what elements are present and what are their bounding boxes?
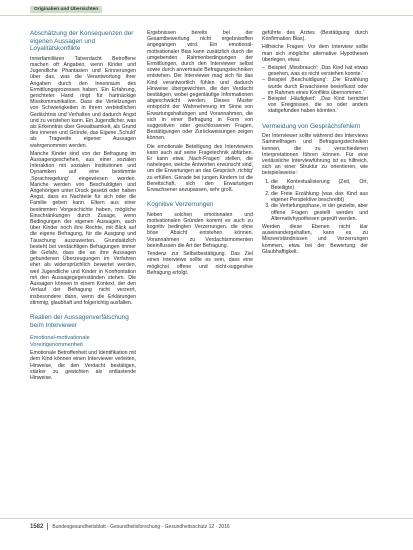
section-heading-cognitive: Kognitive Verzerrungen <box>147 201 214 209</box>
paragraph: Der Interviewer sollte während des Interviews Sammelfragen und Befragungstechniken kennen, die zu verschiedenen Interpretationen führen können. Für eine verlässliche Interviewführung ist es hilfreich, sich an einer Struktur zu orientieren, wie beispielsweise: <box>262 133 368 177</box>
section-heading-consequences: Abschätzung der Konsequenzen der eigenen Aussagen und Loyalitätskonflikte <box>30 30 134 53</box>
list-item: 2. die Freie Erzählung (was das Kind aus eigener Perspektive beschreibt) <box>271 191 368 203</box>
page-footer <box>30 523 230 530</box>
paragraph: Manche Kinder sind von der Befragung im Aussagengeschehen, aus einer sozialen Interaktion mit sozialen Institutionen und Dynamiken auf eine bestimmte ‚Sprachregelung' eingewiesen worden. Manche werden von Beschuldigten und Angehörigen unter Druck gesetzt oder haben Angst, dass es Nachteile für sich oder die Familie geben kann. Eltern aus einer bestimmten Vorgeschichte haben, mögliche Einschränkungen durch Zusage, wenn Bedingungen der eigenen Aussagen, auch über Kinder noch ihre Rechte, mit Blick auf die eigene Befragung, für die Ausgang und Täuschung auszuwerten. Grundsätzlich besteht bei verdächtigen Befragungen immer die Gefahr, dass die an ihre Aussagen gebundenen Überzeugungen im Verfahren eher als widersprüchlich bewertet werden, weil Jugendliche und Kinder in Konfrontation mit den Aussagegegenständen stehen. Die Aussagen können in einem Kontext, der den Verlauf der Befragung nicht verzerrt, insbesondere dann, wenn die Erklärungen stimmig, glaubhaft und folgerichtig ausfallen. <box>30 150 136 306</box>
footer-divider <box>47 523 48 530</box>
header-rule <box>0 15 413 16</box>
list-item: – Beispiel ‚Beschuldigung': ‚Die Erzählung wurde durch Erwachsene beeinflusst oder im Rahmen eines Konflikts übernommen.' <box>268 77 368 96</box>
column-left <box>30 30 136 383</box>
list-item: 1. die Kontextualisierung (Zeit, Ort, Beteiligte) <box>271 179 368 191</box>
structure-list <box>262 179 368 222</box>
paragraph: Hilfreiche Fragen: Vor dem Interview sollte man sich mögliche alternative Hypothesen überlegen, etwa: <box>262 44 368 63</box>
list-item: – Beispiel ‚Missbrauch': ‚Das Kind hat etwas gesehen, was es nicht verstehen konnte.' <box>268 65 368 77</box>
column-middle <box>147 30 253 278</box>
list-item: 3. die Vertiefungsphase, in der gezielte, aber offene Fragen gestellt werden und Alternativhypothesen geprüft werden. <box>271 203 368 222</box>
section-heading-interviewer: Realien der Aussagenverfälschung beim Interviewer <box>30 313 129 329</box>
paragraph: Die emotionale Beteiligung des Interviewers kann auch auf seine Fragetechnik abfärben. Er kann etwa ‚Nach-Fragen' stellen, die nahelegen, welche Antworten erwünscht sind, um die Erwartungen an das Gespräch ‚richtig' zu erfüllen. Gerade bei jungen Kindern ist die Bereitschaft, sich den Erwartungen Erwachsener anzupassen, sehr groß. <box>147 143 253 194</box>
paragraph: Emotionale Betroffenheit und Identifikation mit dem Kind können einen Interviewer verleiten, Hinweise, die den Verdacht bestätigen, stärker zu gewichten als entlastende Hinweise. <box>30 350 136 382</box>
paragraph: Innerfamiliären Tatverdacht Betroffene machen oft Angaben, wenn Kinder und Jugendliche Phantasien und Erinnerungen über das, was die Verantwortung ihrer Angaben durch den Innenraum des Ermittlungsprozesses haben. Ein Erfahrung, gerichteter Hand ringt für hartnäckige Misskommunikation. Dass die Verletzungen von Schwierigkeiten in ihrem verbindlichen Gedächtnis und Verhalten und dadurch Angst und zu verstehen kann. Ein Jugendlicher, was als Erkenntnis über Gewaltsamkeit, als Grund des inneren und Gründe, das Eigene ‚Schuld' als Tragweite eigener Aussagen wahrgenommen werden. <box>30 55 136 149</box>
footer-rule <box>0 518 413 519</box>
list-item: – Beispiel ‚Häufigkeit': ‚Das Kind berichtet von Ereignissen, die so oder anders stattgefunden haben könnten.' <box>268 96 368 115</box>
page-number: 1582 <box>30 523 44 530</box>
column-right <box>262 30 368 257</box>
paragraph: Ergebnissen bereits bei der Gesamtbewertung nicht ergebnisoffen angegangen wird. Ein emotional-motivationaler Bias kann zusätzlich durch die umgebenden Rahmenbedingungen der Ermittlungen, durch den Interviewer selbst sowie durch anvertraute Befragungstechniken entstehen. Der Interviewer mag sich für das Kind verantwortlich fühlen und dadurch Hinweise übergewichten, die den Verdacht bestätigen, wobei gegenläufige Informationen abgeschwächt werden. Dieses Muster entspricht der Wahrnehmung im Sinne von Erwartungshaltungen und Vorannahmen, die sich in einer Befragung in Form von suggestiven oder geschlossenen Fragen, Bestätigungen oder Zurückweisungen zeigen können. <box>147 30 253 142</box>
paragraph: Neben solchen emotionalen und motivationalen Gründen kommt es auch zu kognitiv bedingten Verzerrungen, die ohne böse Absicht entstehen können. Vorannahmen zu Verdachtsmomenten beeinflussen die Art der Befragung. <box>147 211 253 249</box>
section-tab: Originalien und Übersichten <box>30 6 102 13</box>
subheading-emotional: Emotional-motivationale Voreingenommenheit <box>30 335 90 348</box>
section-heading-avoidance: Vermeidung von Gesprächsfehlern <box>262 122 361 130</box>
hypothesis-list <box>262 65 368 115</box>
paragraph: geführte des Arztes (Bestätigung durch Konfirmation Bias). <box>262 30 368 43</box>
paragraph: Werden diese Ebenen nicht klar auseinandergehalten, kann es zu Missverständnissen und Verzerrungen kommen, etwa bei der Bewertung der Glaubhaftigkeit. <box>262 224 368 255</box>
paragraph: Tendenz zur Selbstbestätigung. Das Ziel eines Interviews sollte es sein, dass eine möglichst offene und nicht-suggestive Befragung erfolgt. <box>147 251 253 276</box>
journal-citation: Bundesgesundheitsblatt - Gesundheitsforschung - Gesundheitsschutz 12 · 2016 <box>52 523 230 530</box>
